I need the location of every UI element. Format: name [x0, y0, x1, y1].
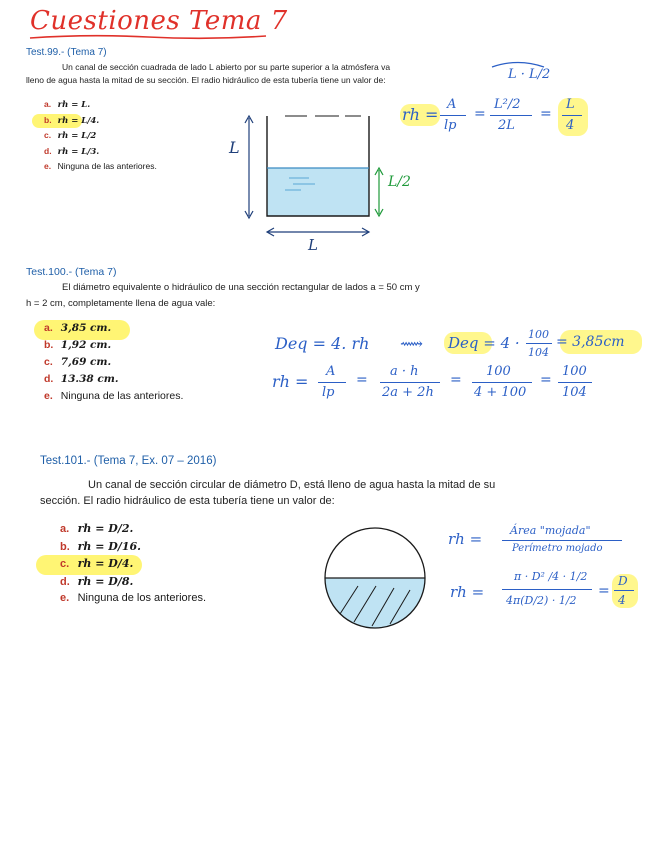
q101-option-1	[60, 522, 133, 535]
q101-note-lhs1: rh =	[448, 530, 483, 548]
q99-option-text: rh = L/4.	[57, 115, 100, 126]
q99-option-text: rh = L/2	[57, 131, 97, 141]
q99-water	[267, 168, 369, 216]
q100-option-3	[44, 356, 111, 368]
q101-note-res-den: 4	[618, 593, 626, 607]
q101-option-text: rh = D/2.	[77, 522, 134, 535]
q100-note-deq2-result: = 3,85cm	[556, 334, 625, 350]
q100-note-rh-lhs: rh =	[272, 372, 309, 391]
q100-note-f2-num: a · h	[390, 364, 419, 379]
q99-note-top: L · L/2	[508, 67, 551, 82]
q100-note-f3-line	[472, 382, 532, 383]
q100-statement-line1	[62, 282, 420, 293]
q100-note-f1-line	[318, 382, 346, 383]
q101-option-4	[60, 575, 133, 588]
q101-note-num: π · D² /4 · 1/2	[514, 570, 588, 583]
q101-statement-line2: sección. El radio hidráulico de esta tubería tiene un valor de:	[40, 495, 335, 507]
q99-note-eq1: =	[474, 106, 486, 122]
q100-note-f4-num: 100	[562, 364, 587, 379]
q99-note-f2-num: L²/2	[494, 97, 521, 112]
q99-water-label: L/2	[388, 174, 411, 190]
q99-statement-line1: Un canal de sección cuadrada de lado L abierto por su parte superior a la atmósfera va	[62, 62, 391, 72]
q101-note-frac2-line	[502, 589, 592, 590]
q101-note-den: 4π(D/2) · 1/2	[506, 594, 577, 607]
q100-statement-line2: h = 2 cm, completamente llena de agua vale:	[26, 298, 216, 309]
q100-note-f4-den: 104	[562, 385, 587, 400]
q100-note-f3-den: 4 + 100	[474, 385, 527, 400]
q99-note-f2-den: 2L	[498, 118, 515, 133]
q99-option-letter: a.	[44, 99, 52, 109]
q100-option-letter: a.	[44, 322, 53, 334]
q100-note-f3-num: 100	[486, 364, 511, 379]
q99-note-f3-line	[562, 115, 582, 116]
q100-note-eq2: =	[450, 372, 462, 388]
q99-note-eq2: =	[540, 106, 552, 122]
q100-option-letter: d.	[44, 373, 54, 385]
q99-option-text: rh = L/3.	[57, 146, 100, 157]
q100-note-f4-line	[558, 382, 592, 383]
q100-note-deq2: Deq = 4 ·	[448, 334, 520, 352]
q100-note-eq1: =	[356, 372, 368, 388]
q100-note-f1-num: A	[326, 364, 336, 379]
q99-option-text: Ninguna de las anteriores.	[57, 161, 157, 171]
q99-note-f3-num: L	[566, 97, 575, 112]
q100-note-f2-line	[380, 382, 440, 383]
q101-note-frac1-line	[502, 540, 622, 541]
q100-option-4	[44, 373, 119, 385]
q99-width-label: L	[308, 236, 318, 254]
q101-header: Test.101.- (Tema 7, Ex. 07 – 2016)	[40, 455, 217, 467]
q100-option-letter: e.	[44, 390, 53, 402]
q99-note-f2-line	[490, 115, 532, 116]
q100-statement-line1-text: El diámetro equivalente o hidráulico de una sección rectangular de lados a = 50 cm y	[62, 282, 420, 293]
q100-note-f1-den: lp	[322, 385, 335, 400]
q99-note-lhs: rh =	[402, 105, 439, 124]
q100-option-2	[44, 339, 111, 351]
q99-note-f1-line	[440, 115, 466, 116]
q100-option-text: 7,69 cm.	[60, 356, 112, 368]
q101-note-res-num: D	[618, 574, 628, 588]
q101-option-text: rh = D/8.	[77, 574, 134, 588]
q100-option-text: Ninguna de las anteriores.	[60, 390, 184, 402]
q100-option-text: 13.38 cm.	[60, 373, 119, 385]
q99-option-letter: b.	[44, 114, 52, 125]
q99-option-4	[44, 146, 99, 157]
q100-option-letter: c.	[44, 356, 53, 368]
q101-option-2	[60, 540, 141, 553]
q101-option-text: rh = D/4.	[77, 557, 134, 570]
q101-circle-diagram	[320, 526, 430, 630]
q100-option-text: 3,85 cm.	[60, 322, 112, 334]
q99-option-5	[44, 161, 157, 171]
q99-option-letter: e.	[44, 161, 52, 171]
q101-option-3	[60, 557, 133, 570]
q99-option-letter: d.	[44, 145, 52, 156]
title-underline	[28, 32, 268, 42]
q100-header: Test.100.- (Tema 7)	[26, 266, 117, 278]
q101-note-res-line	[614, 590, 634, 591]
q99-note-brace	[488, 58, 548, 70]
q100-note-eq3: =	[540, 372, 552, 388]
q100-option-1	[44, 322, 111, 334]
q101-note-area: Área "mojada"	[510, 524, 591, 537]
q99-note-f3-den: 4	[566, 118, 575, 133]
q100-note-deq2-den: 104	[528, 346, 549, 359]
q99-option-1	[44, 99, 90, 110]
q101-option-letter: d.	[60, 575, 70, 588]
q100-option-letter: b.	[44, 339, 54, 351]
q101-option-text: Ninguna de los anteriores.	[77, 592, 207, 604]
q99-height-label: L	[229, 138, 240, 157]
q101-note-lhs2: rh =	[450, 583, 485, 601]
q101-option-letter: b.	[60, 540, 70, 553]
page-title: Cuestiones Tema 7	[30, 6, 288, 36]
q100-note-deq1: Deq = 4. rh	[275, 334, 370, 353]
q99-note-f1-den: lp	[444, 118, 457, 133]
q100-note-arrow: ⟿	[400, 334, 423, 353]
q99-header: Test.99.- (Tema 7)	[26, 47, 107, 58]
q100-note-deq2-num: 100	[528, 328, 549, 341]
q101-option-letter: c.	[60, 558, 70, 570]
q99-statement-line2: lleno de agua hasta la mitad de su sección. El radio hidráulico de esta tubería tiene un valor de:	[26, 75, 386, 85]
q99-option-text: rh = L.	[57, 100, 91, 110]
q101-statement-line1: Un canal de sección circular de diámetro D, está lleno de agua hasta la mitad de su	[88, 479, 496, 491]
q100-note-f2-den: 2a + 2h	[382, 385, 434, 400]
q101-note-eq: =	[598, 583, 610, 599]
q100-option-text: 1,92 cm.	[60, 339, 112, 351]
q99-option-letter: c.	[44, 130, 52, 140]
q99-note-f1-num: A	[447, 97, 457, 112]
q101-note-perim: Perímetro mojado	[512, 543, 603, 554]
q99-option-2	[44, 115, 99, 126]
q101-option-letter: e.	[60, 592, 70, 604]
q99-option-3	[44, 130, 96, 141]
q101-option-letter: a.	[60, 523, 70, 535]
q101-option-text: rh = D/16.	[77, 539, 141, 553]
q100-option-5	[44, 390, 183, 402]
q100-note-deq2-line	[526, 343, 552, 344]
q101-option-5	[60, 592, 206, 604]
